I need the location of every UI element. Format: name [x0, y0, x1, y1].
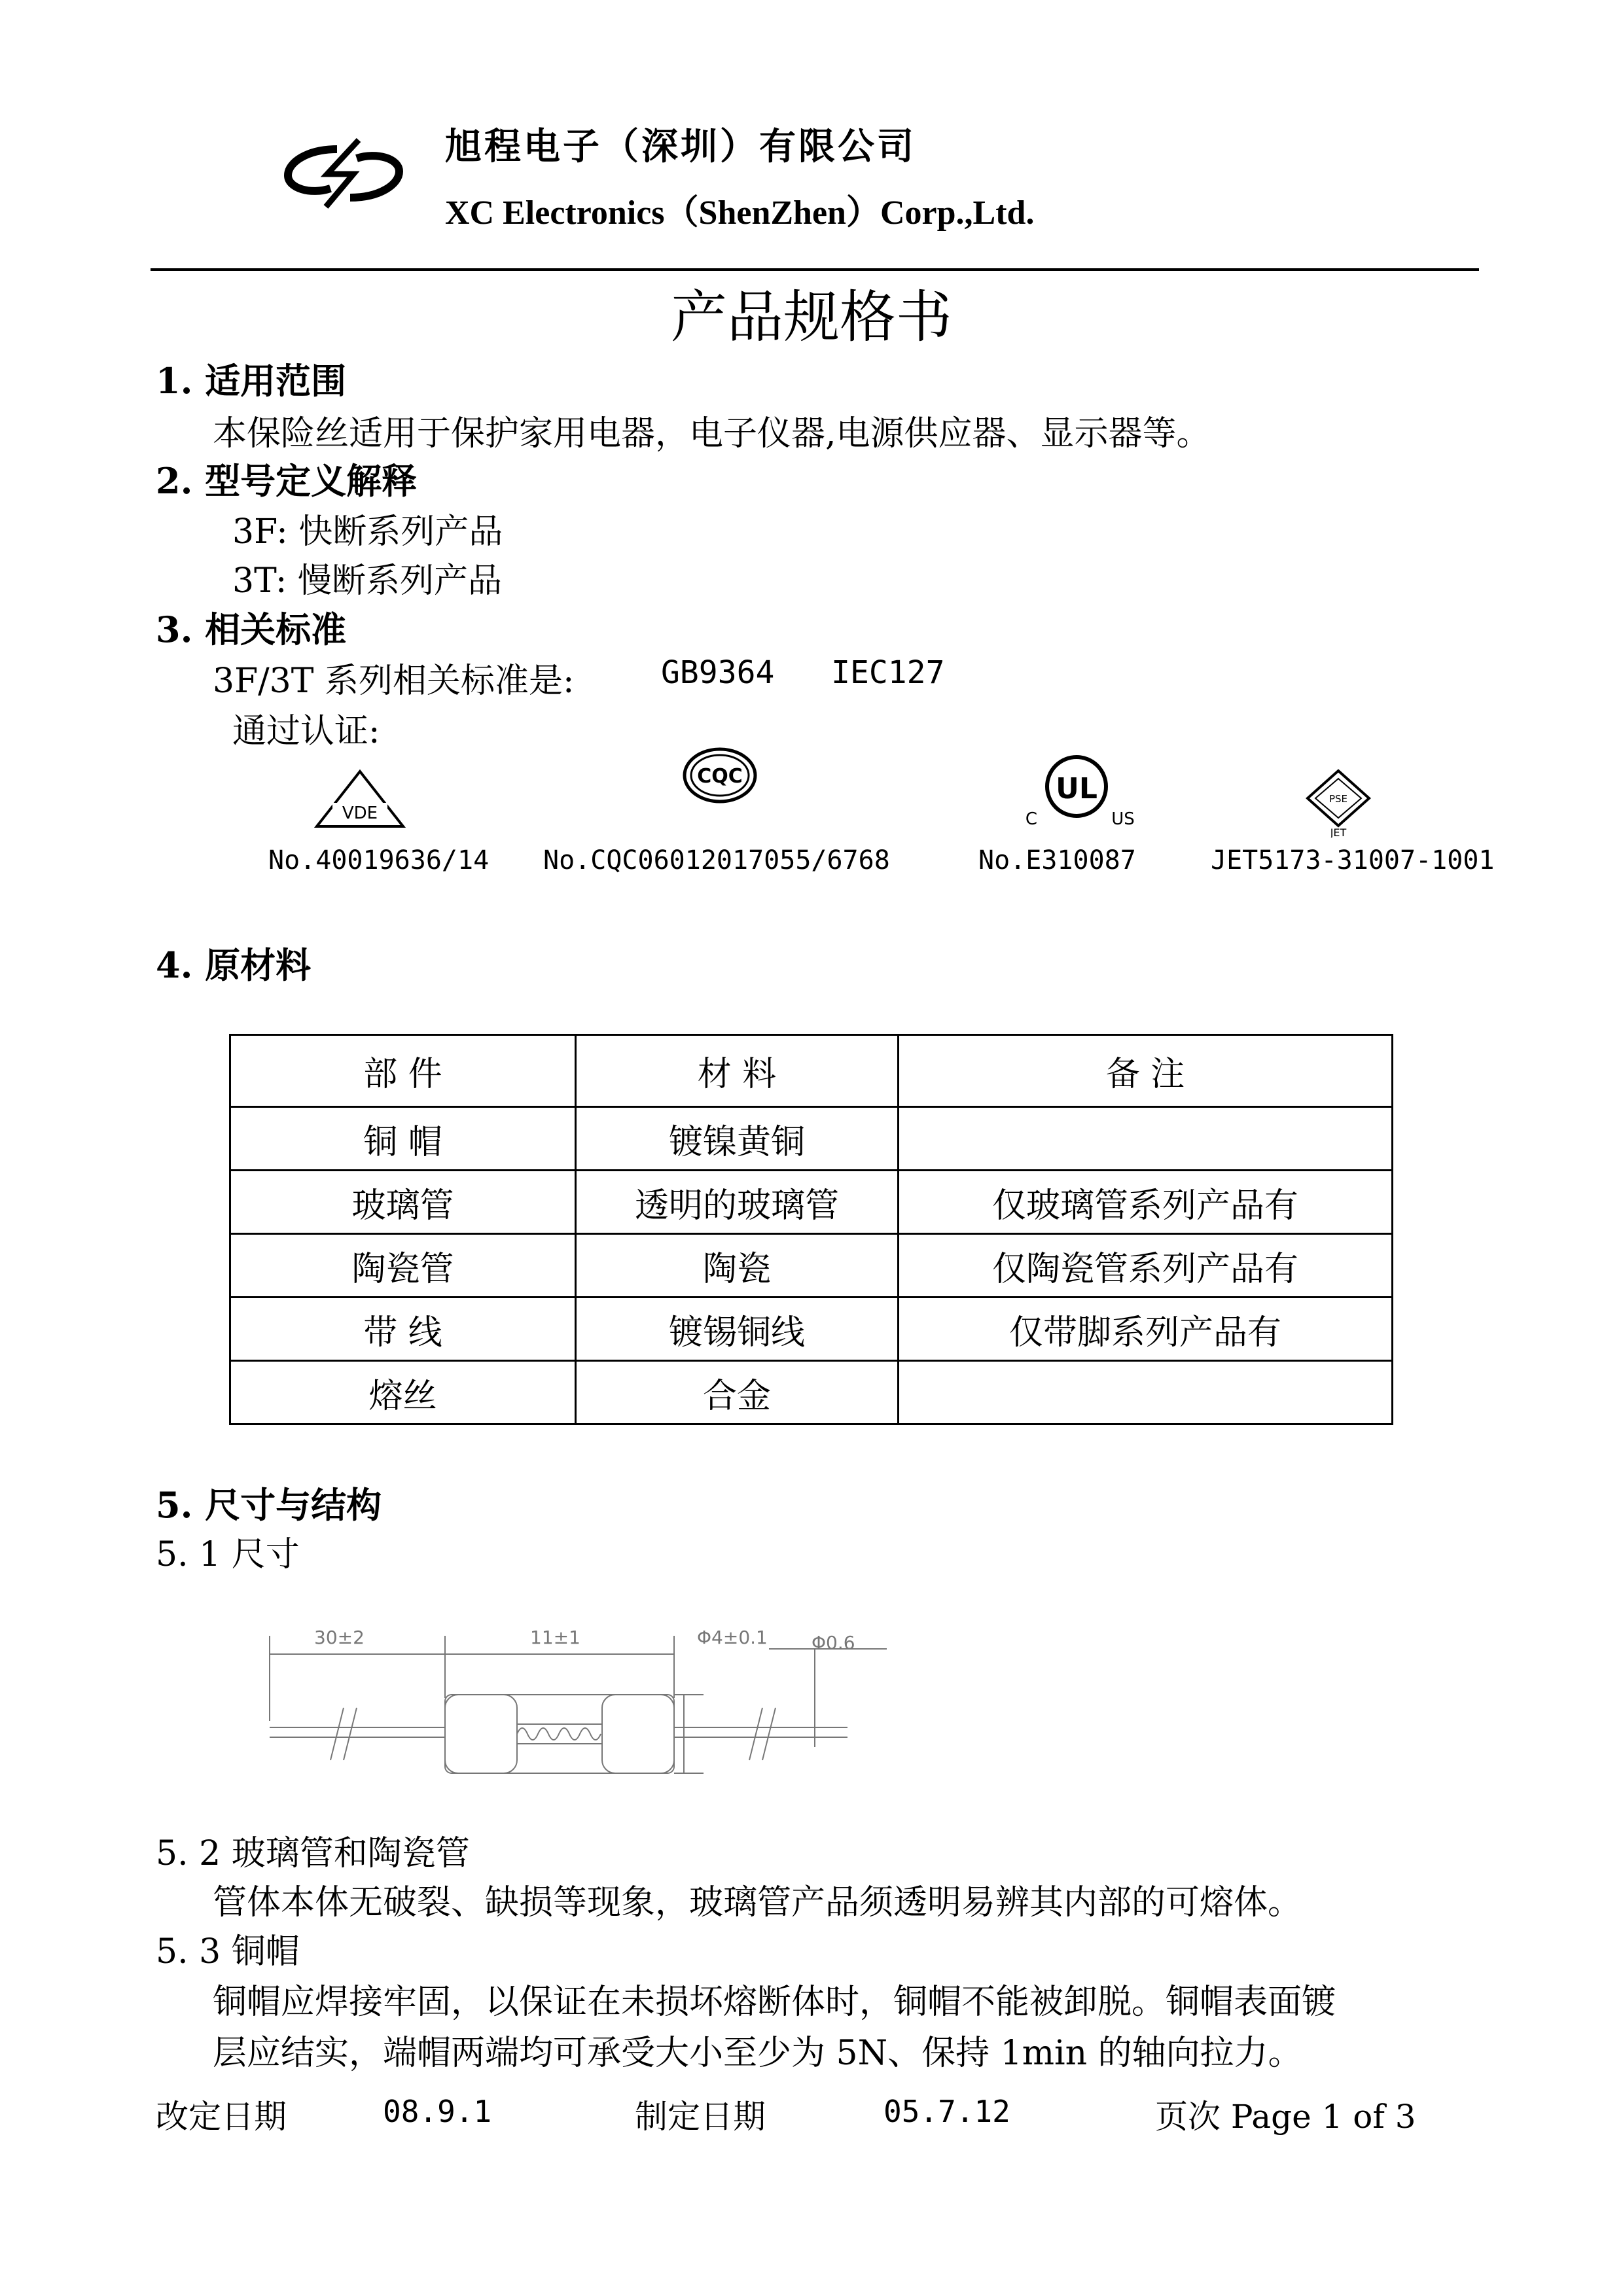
model-3t-line: 3T: 慢断系列产品	[232, 561, 502, 601]
table-cell	[899, 1107, 1393, 1171]
table-cell: 陶瓷管	[230, 1234, 576, 1298]
svg-text:PSE: PSE	[1329, 793, 1348, 805]
section-5-heading: 5. 尺寸与结构	[156, 1484, 382, 1526]
footer-revised-value: 08.9.1	[383, 2094, 492, 2129]
svg-text:UL: UL	[1056, 772, 1097, 805]
table-cell: 合金	[576, 1361, 899, 1424]
document-title: 产品规格书	[671, 285, 952, 350]
company-name-en: XC Electronics（ShenZhen）Corp.,Ltd.	[445, 194, 1035, 232]
vde-cert-number: No.40019636/14	[268, 845, 490, 875]
svg-text:VDE: VDE	[342, 804, 378, 823]
table-cell: 透明的玻璃管	[576, 1171, 899, 1234]
fuse-dimension-drawing	[259, 1610, 887, 1780]
section-5-3-text-line1: 铜帽应焊接牢固，以保证在未损坏熔断体时，铜帽不能被卸脱。铜帽表面镀	[213, 1983, 1336, 2022]
table-cell	[899, 1361, 1393, 1424]
section-3-heading: 3. 相关标准	[156, 609, 347, 650]
footer-made-value: 05.7.12	[883, 2094, 1010, 2129]
svg-text:Φ4±0.1: Φ4±0.1	[697, 1627, 768, 1648]
section-1-text: 本保险丝适用于保护家用电器，电子仪器,电源供应器、显示器等。	[213, 414, 1211, 453]
table-cell: 镀锡铜线	[576, 1298, 899, 1361]
table-cell: 仅玻璃管系列产品有	[899, 1171, 1393, 1234]
company-logo	[281, 137, 406, 209]
svg-text:C: C	[1025, 809, 1038, 828]
footer-made-label: 制定日期	[635, 2098, 766, 2136]
table-cell: 仅陶瓷管系列产品有	[899, 1234, 1393, 1298]
svg-text:JET: JET	[1330, 826, 1347, 838]
table-row	[230, 1361, 1393, 1424]
certification-label: 通过认证:	[232, 712, 380, 751]
section-5-2-heading: 5. 2 玻璃管和陶瓷管	[156, 1834, 470, 1873]
vde-mark-icon	[314, 769, 406, 831]
section-4-heading: 4. 原材料	[156, 944, 312, 986]
table-row	[230, 1234, 1393, 1298]
svg-text:11±1: 11±1	[530, 1627, 580, 1648]
svg-text:Φ0.6: Φ0.6	[812, 1632, 855, 1653]
company-name-cn: 旭程电子（深圳）有限公司	[445, 125, 916, 168]
table-header-row	[230, 1035, 1393, 1107]
pse-mark-icon	[1302, 766, 1374, 838]
table-row	[230, 1107, 1393, 1171]
model-3f-line: 3F: 快断系列产品	[232, 512, 503, 552]
standards-value: GB9364 IEC127	[661, 654, 945, 691]
ul-mark-icon	[1014, 752, 1139, 828]
header-remark: 备 注	[899, 1035, 1393, 1107]
header-part: 部 件	[230, 1035, 576, 1107]
section-5-3-heading: 5. 3 铜帽	[156, 1932, 300, 1971]
section-5-1-heading: 5. 1 尺寸	[156, 1535, 300, 1574]
table-cell: 镀镍黄铜	[576, 1107, 899, 1171]
table-cell: 陶瓷	[576, 1234, 899, 1298]
standards-label: 3F/3T 系列相关标准是:	[213, 662, 575, 701]
section-1-heading: 1. 适用范围	[156, 360, 347, 402]
table-cell: 仅带脚系列产品有	[899, 1298, 1393, 1361]
section-5-3-text-line2: 层应结实，端帽两端均可承受大小至少为 5N、保持 1min 的轴向拉力。	[213, 2034, 1302, 2073]
cqc-cert-number: No.CQC06012017055/6768	[543, 845, 890, 875]
table-row	[230, 1298, 1393, 1361]
cqc-mark-icon	[681, 746, 759, 805]
table-cell: 玻璃管	[230, 1171, 576, 1234]
table-cell: 熔丝	[230, 1361, 576, 1424]
svg-text:30±2: 30±2	[314, 1627, 365, 1648]
table-row	[230, 1171, 1393, 1234]
materials-table	[229, 1034, 1393, 1425]
svg-text:US: US	[1111, 809, 1135, 828]
footer-page-number: 页次 Page 1 of 3	[1155, 2098, 1416, 2136]
table-cell: 铜 帽	[230, 1107, 576, 1171]
footer-revised-label: 改定日期	[156, 2098, 287, 2136]
section-2-heading: 2. 型号定义解释	[156, 460, 418, 502]
header-material: 材 料	[576, 1035, 899, 1107]
table-cell: 带 线	[230, 1298, 576, 1361]
jet-cert-number: JET5173-31007-1001	[1211, 845, 1495, 875]
svg-text:CQC: CQC	[697, 765, 743, 788]
header-divider	[151, 268, 1479, 271]
ul-cert-number: No.E310087	[978, 845, 1136, 875]
section-5-2-text: 管体本体无破裂、缺损等现象，玻璃管产品须透明易辨其内部的可熔体。	[213, 1883, 1302, 1922]
